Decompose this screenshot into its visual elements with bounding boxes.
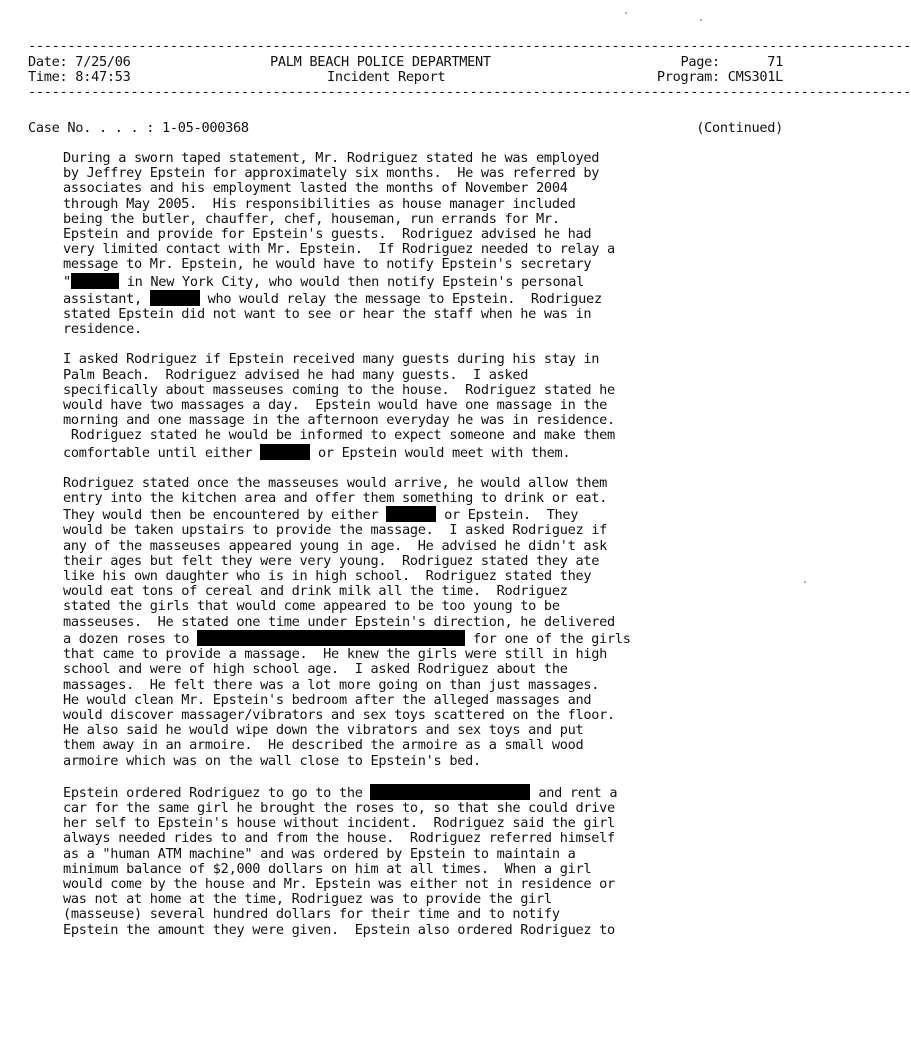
paragraph-text: Rodriguez stated once the masseuses would arrive, he would allow them entry into the kitchen area and offer them something to drink or eat. They would then be encountered by either — [63, 474, 608, 524]
case-number: Case No. . . . : 1-05-000368 — [28, 120, 249, 136]
redaction-block — [150, 290, 200, 306]
redaction-block — [260, 444, 310, 460]
redaction-block — [197, 630, 465, 646]
continued-label: (Continued) — [696, 120, 783, 136]
header-top-rule: ---------------------------------------------------------------------------------------------------------------- — [28, 38, 911, 54]
report-body — [63, 151, 798, 953]
paragraph-text: in New York City, who would then notify Epstein's personal assistant, — [63, 273, 585, 307]
paragraph-text: Epstein ordered Rodriguez to go to the — [63, 784, 371, 801]
scan-speck — [700, 19, 702, 21]
paragraph-text: who would relay the message to Epstein. Rodriguez stated Epstein did not want to see or hear the staff when he was in residence. — [63, 290, 602, 338]
paragraph-text: or Epstein. They would be taken upstairs to provide the massage. I asked Rodriguez if any of the masseuses appeared young in age. He advised he didn't ask their ages but felt they were very young. Rodriguez stated they ate like his own daughter who is in high school. Rodriguez stated they would eat tons of cereal and drink milk all the time. Rodriguez stated the girls that would come appeared to be too young to be masseuses. He stated one time under Epstein's direction, he delivered a dozen roses to — [63, 507, 615, 647]
case-line — [28, 121, 783, 137]
paragraph-text: I asked Rodriguez if Epstein received many guests during his stay in Palm Beach. Rodriguez advised he had many guests. I asked specifically about masseuses coming to the house. Rodriguez stated he would have two massages a day. Epstein would have one massage in the morning and one massage in the afternoon everyday he was in residence. Rodriguez stated he would be informed to expect someone and make them comfortable until either — [63, 351, 615, 461]
paragraph-masseuses — [63, 476, 798, 769]
paragraph-text: During a sworn taped statement, Mr. Rodriguez stated he was employed by Jeffrey Epstein for approximately six months. He was referred by associates and his employment lasted the months of November 2004 through May 2005. His responsibilities as house manager included being the butler, chauffer, chef, houseman, run errands for Mr. Epstein and provide for Epstein's guests. Rodriguez advised he had very limited contact with Mr. Epstein. If Rodriguez needed to relay a message to Mr. Epstein, he would have to notify Epstein's secretary " — [63, 150, 615, 290]
paragraph-statement — [63, 151, 798, 337]
paragraph-guests — [63, 352, 798, 460]
report-date: Date: 7/25/06 — [28, 54, 131, 70]
paragraph-text: for one of the girls that came to provide a massage. He knew the girls were still in high school and were of high school age. I asked Rodriguez about the massages. He felt there was a lot more going on than just massages. He would clean Mr. Epstein's bedroom after the alleged massages and would discover massager/vibrators and sex toys scattered on the floor. He also said he would wipe down the vibrators and sex toys and put them away in an armoire. He described the armoire as a small wood armoire which was on the wall close to Epstein's bed. — [63, 630, 631, 769]
paragraph-text: or Epstein would meet with them. — [310, 444, 571, 461]
report-type: Incident Report — [327, 69, 446, 85]
scan-speck — [804, 581, 806, 583]
redaction-block — [386, 506, 436, 522]
report-time: Time: 8:47:53 — [28, 69, 131, 85]
redaction-block — [370, 784, 530, 800]
paragraph-text: and rent a car for the same girl he brought the roses to, so that she could drive her self to Epstein's house without incident. Rodriguez said the girl always needed rides to and from the house. Rodriguez referred himself as a "human ATM machine" and was ordered by Epstein to maintain a minimum balance of $2,000 dollars on him at all times. When a girl would come by the house and Mr. Epstein was either not in residence or was not at home at the time, Rodriguez was to provide the girl (masseuse) several hundred dollars for their time and to notify Epstein the amount they were given. Epstein also ordered Rodriguez to — [63, 784, 618, 938]
page-number: Page: 71 — [680, 54, 783, 70]
department-name: PALM BEACH POLICE DEPARTMENT — [270, 54, 491, 70]
header-bottom-rule: ---------------------------------------------------------------------------------------------------------------- — [28, 84, 911, 100]
paragraph-car-rental — [63, 784, 798, 938]
redaction-block — [71, 273, 119, 289]
scan-speck — [625, 12, 627, 14]
program-code: Program: CMS301L — [656, 69, 783, 85]
